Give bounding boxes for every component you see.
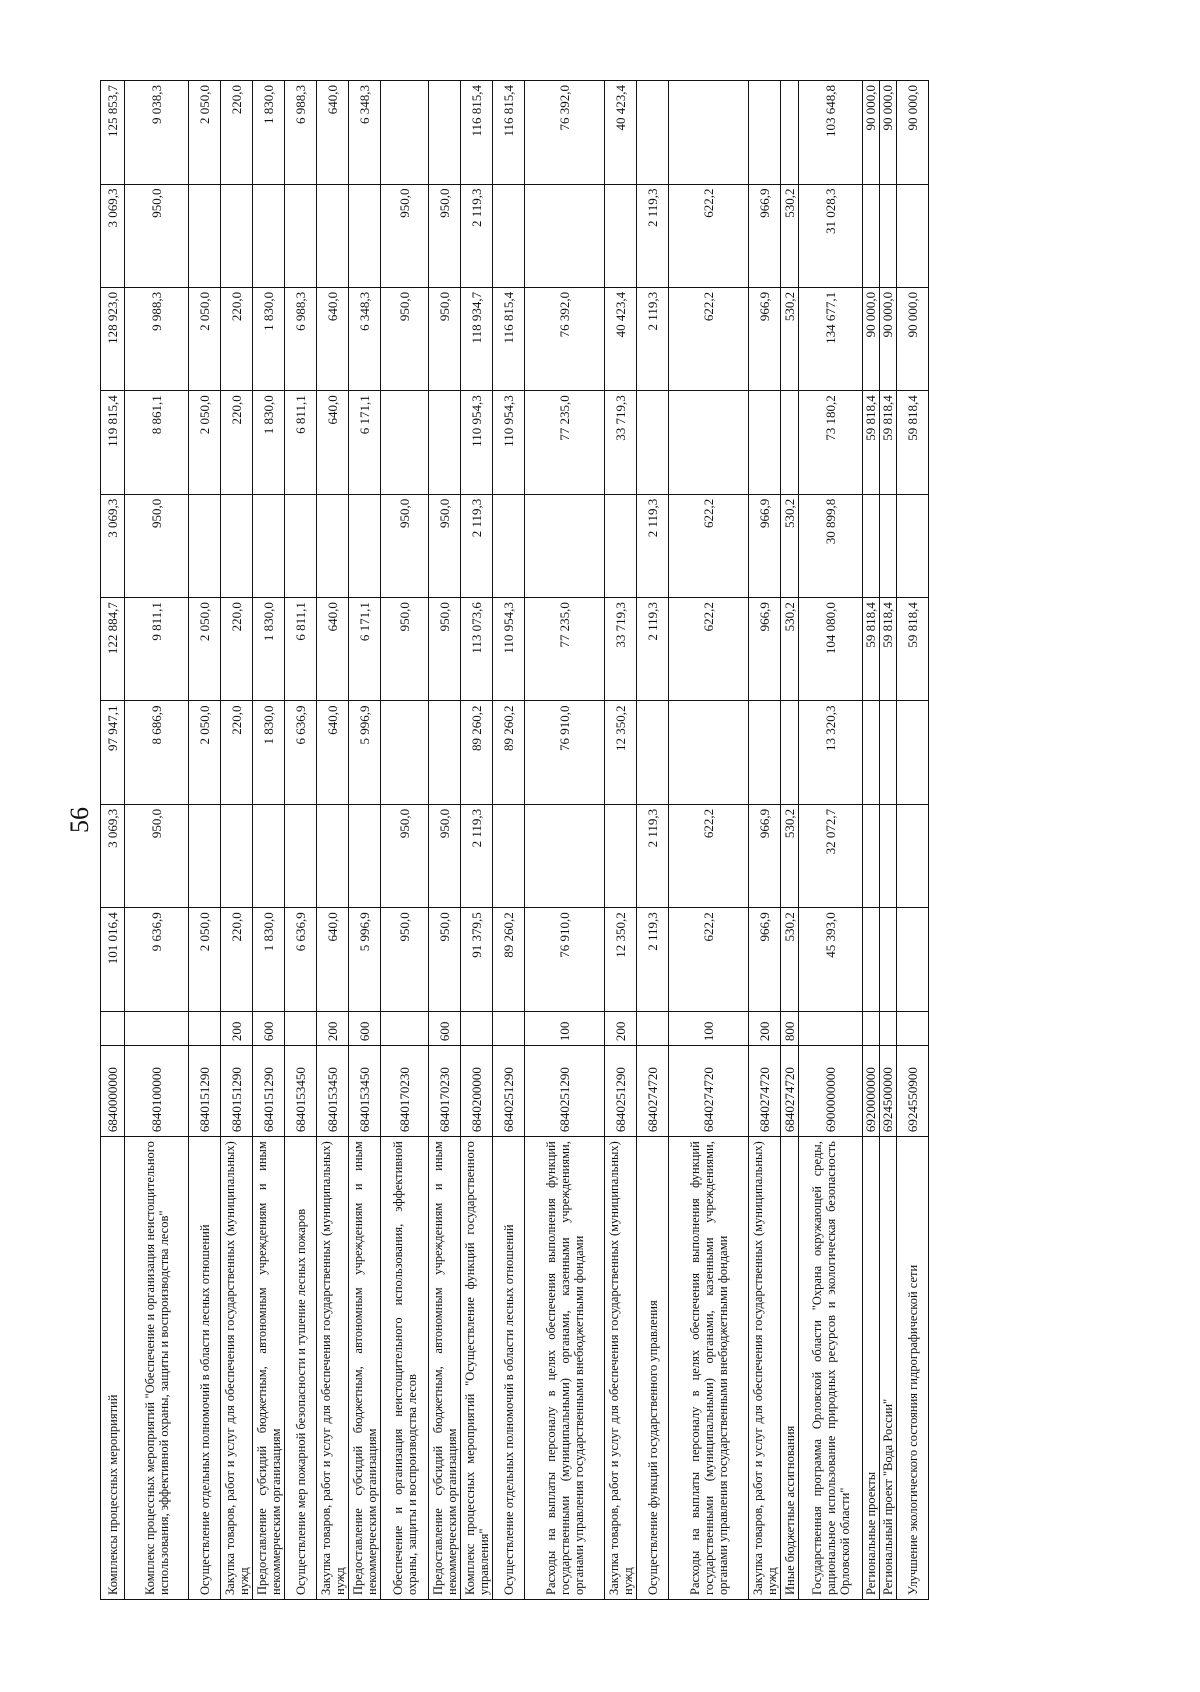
row-value-cell: 950,0	[381, 287, 429, 390]
row-expense-type-cell	[125, 1011, 189, 1045]
row-value-cell: 640,0	[317, 81, 349, 185]
row-value-cell: 76 392,0	[525, 81, 605, 185]
row-value-cell: 2 119,3	[637, 908, 669, 1011]
row-value-cell: 8 861,1	[125, 391, 189, 494]
row-expense-type-cell	[799, 1011, 863, 1045]
row-name-cell: Обеспечение и организация неистощительного использования, эффективной охраны, защиты и воспроизводства лесов	[381, 1137, 429, 1600]
row-value-cell: 6 811,1	[285, 598, 317, 701]
row-expense-type-cell	[189, 1011, 221, 1045]
row-value-cell	[880, 494, 897, 597]
row-value-cell	[897, 701, 929, 804]
table-row	[285, 81, 317, 1600]
row-value-cell	[381, 701, 429, 804]
row-code-cell: 6924550900	[897, 1046, 929, 1137]
table-row	[525, 81, 605, 1600]
row-value-cell: 2 119,3	[637, 184, 669, 287]
table-row	[189, 81, 221, 1600]
row-value-cell: 950,0	[381, 908, 429, 1011]
row-value-cell: 9 636,9	[125, 908, 189, 1011]
row-value-cell: 128 923,0	[101, 287, 125, 390]
row-expense-type-cell: 200	[317, 1011, 349, 1045]
row-expense-type-cell: 800	[781, 1011, 799, 1045]
row-code-cell: 6840170230	[429, 1046, 461, 1137]
row-name-cell: Закупка товаров, работ и услуг для обеспечения государственных (муниципальных) нужд	[221, 1137, 253, 1600]
row-value-cell: 220,0	[221, 81, 253, 185]
row-expense-type-cell	[493, 1011, 525, 1045]
row-value-cell: 950,0	[429, 908, 461, 1011]
row-value-cell: 950,0	[429, 494, 461, 597]
row-value-cell: 2 119,3	[637, 287, 669, 390]
row-value-cell	[749, 81, 781, 185]
table-row	[253, 81, 285, 1600]
row-value-cell	[349, 804, 381, 907]
row-value-cell	[253, 184, 285, 287]
row-name-cell: Осуществление отдельных полномочий в области лесных отношений	[189, 1137, 221, 1600]
row-value-cell: 950,0	[381, 184, 429, 287]
row-value-cell: 118 934,7	[461, 287, 493, 390]
row-code-cell: 6840151290	[189, 1046, 221, 1137]
row-name-cell: Осуществление функций государственного управления	[637, 1137, 669, 1600]
table-row	[863, 81, 880, 1600]
row-value-cell: 2 119,3	[637, 494, 669, 597]
row-value-cell: 950,0	[429, 804, 461, 907]
row-value-cell: 90 000,0	[863, 81, 880, 185]
row-value-cell: 119 815,4	[101, 391, 125, 494]
row-code-cell: 6840000000	[101, 1046, 125, 1137]
row-expense-type-cell	[863, 1011, 880, 1045]
row-value-cell	[897, 184, 929, 287]
row-value-cell: 6 811,1	[285, 391, 317, 494]
row-expense-type-cell: 600	[253, 1011, 285, 1045]
row-name-cell: Предоставление субсидий бюджетным, автономным учреждениям и иным некоммерческим организациям	[349, 1137, 381, 1600]
row-value-cell: 110 954,3	[461, 391, 493, 494]
row-expense-type-cell: 200	[749, 1011, 781, 1045]
row-value-cell: 1 830,0	[253, 391, 285, 494]
row-value-cell: 1 830,0	[253, 908, 285, 1011]
row-value-cell	[493, 184, 525, 287]
table-row	[781, 81, 799, 1600]
row-value-cell: 116 815,4	[461, 81, 493, 185]
row-value-cell: 2 050,0	[189, 81, 221, 185]
row-value-cell: 966,9	[749, 908, 781, 1011]
row-code-cell: 6840151290	[221, 1046, 253, 1137]
row-expense-type-cell	[461, 1011, 493, 1045]
row-value-cell: 1 830,0	[253, 287, 285, 390]
row-value-cell: 59 818,4	[897, 391, 929, 494]
row-value-cell: 950,0	[125, 804, 189, 907]
row-value-cell: 90 000,0	[880, 81, 897, 185]
row-expense-type-cell	[101, 1011, 125, 1045]
row-value-cell: 13 320,3	[799, 701, 863, 804]
row-value-cell	[605, 494, 637, 597]
row-value-cell	[317, 494, 349, 597]
row-value-cell: 110 954,3	[493, 391, 525, 494]
row-value-cell: 220,0	[221, 701, 253, 804]
row-value-cell	[863, 494, 880, 597]
row-value-cell	[880, 804, 897, 907]
row-value-cell: 966,9	[749, 598, 781, 701]
row-value-cell	[493, 494, 525, 597]
row-expense-type-cell: 100	[669, 1011, 749, 1045]
row-value-cell	[525, 804, 605, 907]
row-value-cell	[669, 391, 749, 494]
row-value-cell: 59 818,4	[880, 391, 897, 494]
row-value-cell: 59 818,4	[880, 598, 897, 701]
row-value-cell	[880, 184, 897, 287]
row-value-cell	[189, 184, 221, 287]
table-row	[461, 81, 493, 1600]
row-value-cell	[669, 701, 749, 804]
row-value-cell: 3 069,3	[101, 494, 125, 597]
row-value-cell	[253, 494, 285, 597]
row-code-cell: 6840274720	[781, 1046, 799, 1137]
row-value-cell	[637, 81, 669, 185]
row-value-cell: 950,0	[381, 494, 429, 597]
row-code-cell: 6840151290	[253, 1046, 285, 1137]
row-value-cell: 90 000,0	[880, 287, 897, 390]
row-value-cell: 622,2	[669, 494, 749, 597]
row-value-cell: 3 069,3	[101, 184, 125, 287]
row-code-cell: 6900000000	[799, 1046, 863, 1137]
row-value-cell	[189, 804, 221, 907]
row-value-cell: 966,9	[749, 184, 781, 287]
table-row	[897, 81, 929, 1600]
row-expense-type-cell	[637, 1011, 669, 1045]
row-value-cell: 530,2	[781, 908, 799, 1011]
row-code-cell: 6840153450	[349, 1046, 381, 1137]
row-name-cell: Предоставление субсидий бюджетным, автономным учреждениям и иным некоммерческим организациям	[429, 1137, 461, 1600]
row-value-cell: 89 260,2	[493, 908, 525, 1011]
row-value-cell	[525, 494, 605, 597]
row-value-cell: 1 830,0	[253, 598, 285, 701]
row-value-cell: 90 000,0	[863, 287, 880, 390]
row-value-cell	[863, 908, 880, 1011]
row-expense-type-cell: 600	[349, 1011, 381, 1045]
row-value-cell: 950,0	[429, 184, 461, 287]
row-value-cell: 640,0	[317, 598, 349, 701]
row-value-cell	[637, 391, 669, 494]
row-value-cell: 966,9	[749, 494, 781, 597]
row-code-cell: 6840100000	[125, 1046, 189, 1137]
row-expense-type-cell: 600	[429, 1011, 461, 1045]
row-value-cell: 640,0	[317, 391, 349, 494]
row-value-cell: 950,0	[381, 598, 429, 701]
row-value-cell: 220,0	[221, 391, 253, 494]
row-value-cell	[897, 494, 929, 597]
row-value-cell	[285, 184, 317, 287]
row-value-cell: 530,2	[781, 598, 799, 701]
row-value-cell	[493, 804, 525, 907]
row-value-cell: 6 988,3	[285, 287, 317, 390]
row-name-cell: Закупка товаров, работ и услуг для обеспечения государственных (муниципальных) нужд	[317, 1137, 349, 1600]
row-value-cell	[349, 494, 381, 597]
row-value-cell: 12 350,2	[605, 701, 637, 804]
row-expense-type-cell	[897, 1011, 929, 1045]
row-code-cell: 6840274720	[669, 1046, 749, 1137]
row-value-cell: 950,0	[381, 804, 429, 907]
row-value-cell: 5 996,9	[349, 701, 381, 804]
row-value-cell: 125 853,7	[101, 81, 125, 185]
row-value-cell	[381, 81, 429, 185]
row-value-cell: 950,0	[125, 184, 189, 287]
row-value-cell: 2 119,3	[637, 598, 669, 701]
table-row	[317, 81, 349, 1600]
row-value-cell	[637, 701, 669, 804]
row-value-cell	[781, 701, 799, 804]
row-expense-type-cell: 200	[605, 1011, 637, 1045]
row-value-cell: 77 235,0	[525, 391, 605, 494]
row-value-cell: 2 050,0	[189, 598, 221, 701]
row-value-cell: 950,0	[125, 494, 189, 597]
row-value-cell: 104 080,0	[799, 598, 863, 701]
row-value-cell: 2 119,3	[461, 494, 493, 597]
row-code-cell: 6840200000	[461, 1046, 493, 1137]
row-value-cell: 8 686,9	[125, 701, 189, 804]
row-value-cell: 640,0	[317, 701, 349, 804]
row-value-cell	[605, 804, 637, 907]
row-name-cell: Предоставление субсидий бюджетным, автономным учреждениям и иным некоммерческим организациям	[253, 1137, 285, 1600]
row-value-cell	[317, 804, 349, 907]
row-value-cell: 6 171,1	[349, 391, 381, 494]
row-value-cell: 122 884,7	[101, 598, 125, 701]
row-name-cell: Государственная программа Орловской области "Охрана окружающей среды, рациональное использование природных ресурсов и экологическая безопасность Орловской области"	[799, 1137, 863, 1600]
page-number: 56	[65, 807, 94, 833]
row-value-cell	[863, 804, 880, 907]
row-value-cell: 116 815,4	[493, 287, 525, 390]
row-code-cell: 6840251290	[493, 1046, 525, 1137]
row-value-cell: 6 348,3	[349, 81, 381, 185]
row-value-cell	[221, 184, 253, 287]
row-expense-type-cell	[285, 1011, 317, 1045]
row-value-cell: 30 899,8	[799, 494, 863, 597]
row-value-cell	[863, 701, 880, 804]
row-value-cell: 5 996,9	[349, 908, 381, 1011]
row-value-cell: 6 348,3	[349, 287, 381, 390]
row-value-cell: 6 636,9	[285, 908, 317, 1011]
row-value-cell	[317, 184, 349, 287]
row-value-cell	[749, 391, 781, 494]
row-value-cell	[897, 908, 929, 1011]
table-row	[429, 81, 461, 1600]
row-value-cell: 530,2	[781, 287, 799, 390]
row-code-cell: 6840170230	[381, 1046, 429, 1137]
row-value-cell: 40 423,4	[605, 287, 637, 390]
budget-table	[100, 80, 929, 1600]
row-name-cell: Комплекс процессных мероприятий "Обеспечение и организация неистощительного использования, эффективной охраны, защиты и воспроизводства лесов"	[125, 1137, 189, 1600]
row-name-cell: Закупка товаров, работ и услуг для обеспечения государственных (муниципальных) нужд	[605, 1137, 637, 1600]
row-value-cell: 113 073,6	[461, 598, 493, 701]
row-value-cell	[429, 701, 461, 804]
row-value-cell: 6 988,3	[285, 81, 317, 185]
row-value-cell: 6 636,9	[285, 701, 317, 804]
table-row	[669, 81, 749, 1600]
row-value-cell	[253, 804, 285, 907]
row-value-cell: 2 050,0	[189, 391, 221, 494]
budget-table-container	[100, 80, 1070, 1600]
row-value-cell: 1 830,0	[253, 701, 285, 804]
row-value-cell: 33 719,3	[605, 598, 637, 701]
row-value-cell: 6 171,1	[349, 598, 381, 701]
row-code-cell: 6924500000	[880, 1046, 897, 1137]
row-value-cell: 2 050,0	[189, 701, 221, 804]
row-value-cell: 134 677,1	[799, 287, 863, 390]
row-name-cell: Иные бюджетные ассигнования	[781, 1137, 799, 1600]
row-code-cell: 6840274720	[749, 1046, 781, 1137]
row-value-cell: 45 393,0	[799, 908, 863, 1011]
row-value-cell: 76 910,0	[525, 701, 605, 804]
table-row	[125, 81, 189, 1600]
row-value-cell: 59 818,4	[863, 391, 880, 494]
row-value-cell	[863, 184, 880, 287]
table-body	[101, 81, 929, 1600]
row-value-cell: 622,2	[669, 908, 749, 1011]
row-value-cell: 530,2	[781, 494, 799, 597]
row-value-cell: 950,0	[429, 598, 461, 701]
row-value-cell	[429, 391, 461, 494]
row-value-cell: 97 947,1	[101, 701, 125, 804]
row-value-cell: 622,2	[669, 287, 749, 390]
table-row	[221, 81, 253, 1600]
table-row	[101, 81, 125, 1600]
row-code-cell: 6840153450	[317, 1046, 349, 1137]
row-value-cell: 530,2	[781, 184, 799, 287]
row-value-cell	[189, 494, 221, 597]
row-value-cell: 89 260,2	[493, 701, 525, 804]
row-value-cell	[880, 908, 897, 1011]
table-row	[381, 81, 429, 1600]
row-value-cell: 2 119,3	[461, 804, 493, 907]
row-expense-type-cell: 100	[525, 1011, 605, 1045]
row-value-cell: 9 038,3	[125, 81, 189, 185]
table-row	[799, 81, 863, 1600]
row-value-cell: 31 028,3	[799, 184, 863, 287]
row-value-cell: 2 119,3	[637, 804, 669, 907]
row-value-cell: 640,0	[317, 908, 349, 1011]
row-value-cell	[781, 81, 799, 185]
row-name-cell: Закупка товаров, работ и услуг для обеспечения государственных (муниципальных) нужд	[749, 1137, 781, 1600]
row-value-cell: 32 072,7	[799, 804, 863, 907]
row-code-cell: 6840153450	[285, 1046, 317, 1137]
row-value-cell	[285, 804, 317, 907]
table-row	[637, 81, 669, 1600]
row-value-cell	[749, 701, 781, 804]
row-value-cell: 2 050,0	[189, 287, 221, 390]
row-value-cell: 3 069,3	[101, 804, 125, 907]
row-value-cell: 101 016,4	[101, 908, 125, 1011]
row-value-cell	[605, 184, 637, 287]
row-value-cell: 89 260,2	[461, 701, 493, 804]
row-code-cell: 6840251290	[605, 1046, 637, 1137]
row-value-cell: 76 392,0	[525, 287, 605, 390]
row-value-cell: 40 423,4	[605, 81, 637, 185]
row-expense-type-cell	[880, 1011, 897, 1045]
row-value-cell: 110 954,3	[493, 598, 525, 701]
row-value-cell: 2 050,0	[189, 908, 221, 1011]
row-value-cell	[221, 804, 253, 907]
row-name-cell: Региональные проекты	[863, 1137, 880, 1600]
table-row	[605, 81, 637, 1600]
row-value-cell	[880, 701, 897, 804]
row-name-cell: Комплексы процессных мероприятий	[101, 1137, 125, 1600]
row-value-cell: 9 988,3	[125, 287, 189, 390]
row-value-cell: 622,2	[669, 804, 749, 907]
table-row	[880, 81, 897, 1600]
row-code-cell: 6920000000	[863, 1046, 880, 1137]
row-value-cell: 91 379,5	[461, 908, 493, 1011]
row-value-cell: 220,0	[221, 598, 253, 701]
table-row	[493, 81, 525, 1600]
row-value-cell: 73 180,2	[799, 391, 863, 494]
row-value-cell	[669, 81, 749, 185]
row-value-cell: 59 818,4	[897, 598, 929, 701]
row-value-cell: 77 235,0	[525, 598, 605, 701]
row-value-cell: 220,0	[221, 908, 253, 1011]
row-name-cell: Осуществление мер пожарной безопасности и тушение лесных пожаров	[285, 1137, 317, 1600]
row-name-cell: Расходы на выплаты персоналу в целях обеспечения выполнения функций государственными (муниципальными) органами, казенными учреждениями, органами управления государственными внебюджетными фондами	[669, 1137, 749, 1600]
row-value-cell: 90 000,0	[897, 81, 929, 185]
row-value-cell: 640,0	[317, 287, 349, 390]
row-name-cell: Улучшение экологического состояния гидрографической сети	[897, 1137, 929, 1600]
row-value-cell: 103 648,8	[799, 81, 863, 185]
row-value-cell: 9 811,1	[125, 598, 189, 701]
row-value-cell: 2 119,3	[461, 184, 493, 287]
row-name-cell: Расходы на выплаты персоналу в целях обеспечения выполнения функций государственными (муниципальными) органами, казенными учреждениями, органами управления государственными внебюджетными фондами	[525, 1137, 605, 1600]
row-expense-type-cell: 200	[221, 1011, 253, 1045]
row-name-cell: Осуществление отдельных полномочий в области лесных отношений	[493, 1137, 525, 1600]
row-value-cell	[381, 391, 429, 494]
row-value-cell	[349, 184, 381, 287]
row-value-cell: 1 830,0	[253, 81, 285, 185]
row-code-cell: 6840274720	[637, 1046, 669, 1137]
row-value-cell: 59 818,4	[863, 598, 880, 701]
row-value-cell: 950,0	[429, 287, 461, 390]
row-value-cell	[525, 184, 605, 287]
table-row	[749, 81, 781, 1600]
row-value-cell	[221, 494, 253, 597]
row-value-cell: 76 910,0	[525, 908, 605, 1011]
row-value-cell	[781, 391, 799, 494]
row-value-cell: 33 719,3	[605, 391, 637, 494]
row-value-cell: 622,2	[669, 598, 749, 701]
row-code-cell: 6840251290	[525, 1046, 605, 1137]
row-value-cell	[897, 804, 929, 907]
row-name-cell: Комплекс процессных мероприятий "Осуществление функций государственного управления"	[461, 1137, 493, 1600]
row-value-cell: 622,2	[669, 184, 749, 287]
row-value-cell	[429, 81, 461, 185]
table-row	[349, 81, 381, 1600]
row-value-cell: 12 350,2	[605, 908, 637, 1011]
row-expense-type-cell	[381, 1011, 429, 1045]
row-value-cell: 220,0	[221, 287, 253, 390]
row-value-cell	[285, 494, 317, 597]
row-value-cell: 116 815,4	[493, 81, 525, 185]
row-value-cell: 966,9	[749, 287, 781, 390]
row-value-cell: 530,2	[781, 804, 799, 907]
row-value-cell: 966,9	[749, 804, 781, 907]
row-name-cell: Региональный проект "Вода России"	[880, 1137, 897, 1600]
row-value-cell: 90 000,0	[897, 287, 929, 390]
